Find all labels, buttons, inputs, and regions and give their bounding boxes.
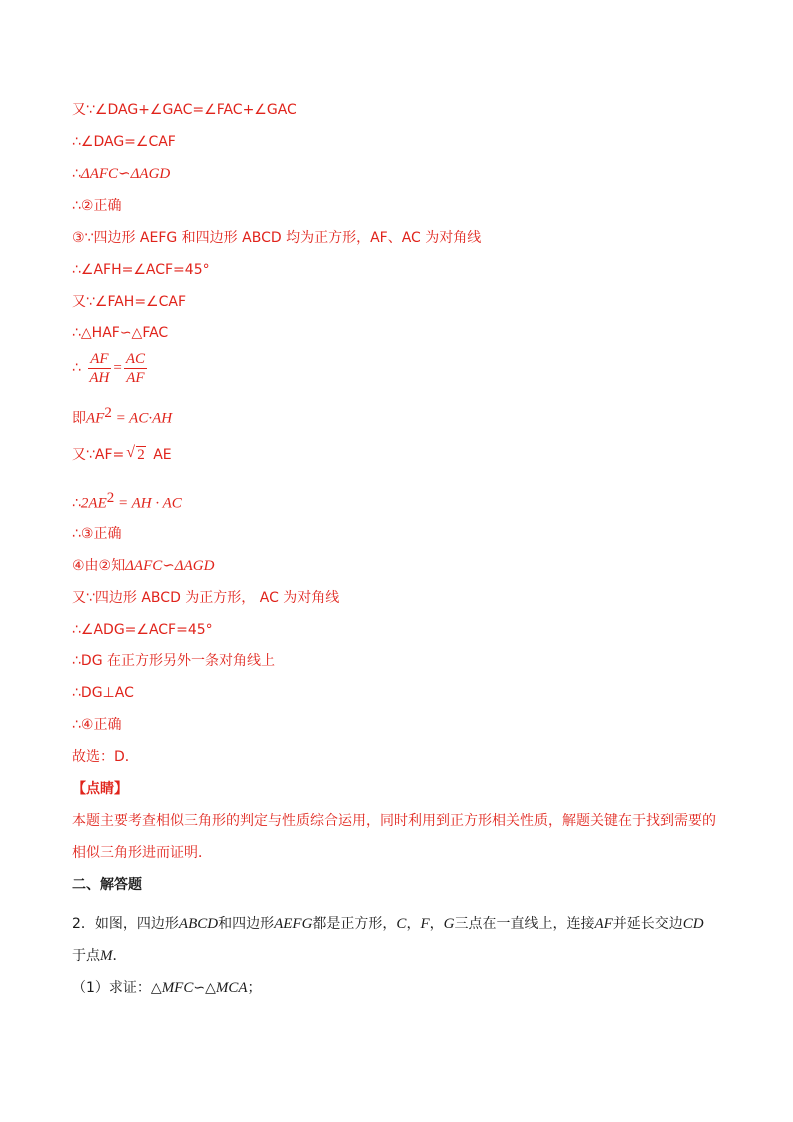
problem-text: ；	[247, 980, 262, 996]
solution-line-12-prefix: ∴	[72, 495, 81, 512]
solution-line-11	[72, 445, 172, 465]
solution-line-2: ∴∠DAG=∠CAF	[72, 134, 176, 150]
math-aefg: AEFG	[274, 916, 313, 932]
fraction-af-ah	[87, 350, 111, 387]
problem-text: ∽△	[193, 980, 216, 996]
solution-line-16: ∴∠ADG=∠ACF=45°	[72, 622, 213, 638]
formula-ac-ah: = AC·AH	[111, 410, 173, 427]
solution-line-7: 又∵∠FAH=∠CAF	[72, 294, 187, 310]
fraction-denominator: AF	[126, 369, 145, 386]
solution-line-11-suffix: AE	[148, 447, 172, 463]
solution-line-15: 又∵四边形 ABCD 为正方形， AC 为对角线	[72, 590, 340, 606]
solution-line-17: ∴DG 在正方形另外一条对角线上	[72, 653, 275, 669]
problem-text: 并延长交边	[612, 916, 683, 932]
solution-line-13: ∴③正确	[72, 526, 122, 542]
math-m: M	[100, 948, 113, 964]
problem-text: ，	[429, 916, 444, 932]
math-af: AF	[594, 916, 613, 932]
solution-line-9-prefix: ∴	[72, 360, 81, 376]
sqrt-symbol	[127, 445, 146, 465]
solution-line-9	[72, 349, 149, 387]
formula-ah-ac: = AH · AC	[114, 495, 182, 512]
problem-part-1	[72, 978, 262, 998]
solution-line-11-prefix: 又∵AF=	[72, 447, 125, 463]
solution-line-3	[72, 164, 170, 184]
problem-text: 于点	[72, 948, 100, 964]
comment-heading: 【点睛】	[72, 781, 128, 797]
problem-line-2	[72, 946, 127, 966]
comment-text-line-2: 相似三角形进而证明．	[72, 845, 212, 861]
solution-line-10	[72, 403, 172, 429]
similarity-formula: ΔAFC∽ΔAGD	[80, 166, 171, 182]
solution-line-18: ∴DG⊥AC	[72, 685, 134, 701]
solution-line-4: ∴②正确	[72, 198, 122, 214]
math-f: F	[420, 916, 430, 932]
solution-line-5: ③∵四边形 AEFG 和四边形 ABCD 均为正方形，AF、AC 为对角线	[72, 230, 482, 246]
solution-line-14	[72, 556, 214, 576]
exponent: 2	[104, 405, 112, 421]
problem-text: ．	[112, 948, 127, 964]
problem-text: 都是正方形，	[312, 916, 397, 932]
problem-text: ，	[406, 916, 421, 932]
solution-line-19: ∴④正确	[72, 717, 122, 733]
fraction-numerator: AC	[125, 350, 146, 367]
comment-text-line-1: 本题主要考查相似三角形的判定与性质综合运用，同时利用到正方形相关性质，解题关键在于找到需要的	[72, 813, 716, 829]
solution-line-1: 又∵∠DAG+∠GAC=∠FAC+∠GAC	[72, 102, 297, 118]
sqrt-radicand: 2	[137, 447, 145, 463]
math-mca: MCA	[215, 980, 248, 996]
math-g: G	[443, 916, 455, 932]
math-abcd: ABCD	[178, 916, 219, 932]
problem-text: 三点在一直线上，连接	[454, 916, 595, 932]
fraction-numerator: AF	[90, 350, 109, 367]
problem-text: （1）求证：△	[72, 980, 162, 996]
math-mfc: MFC	[161, 980, 194, 996]
section-heading: 二、解答题	[72, 877, 142, 893]
formula-af: AF	[86, 410, 105, 427]
equals-sign: =	[113, 360, 122, 376]
solution-line-12	[72, 488, 182, 514]
solution-line-6: ∴∠AFH=∠ACF=45°	[72, 262, 210, 278]
solution-line-10-prefix: 即	[72, 410, 86, 427]
formula-2ae: 2AE	[80, 495, 107, 512]
problem-line-1	[72, 914, 704, 934]
solution-line-3-prefix: ∴	[72, 166, 81, 182]
problem-text: 和四边形	[218, 916, 275, 932]
math-c: C	[396, 916, 407, 932]
problem-text: 2．如图，四边形	[72, 916, 179, 932]
solution-line-14-prefix: ④由②知	[72, 558, 126, 574]
similarity-formula: ΔAFC∽ΔAGD	[125, 558, 215, 574]
math-cd: CD	[682, 916, 704, 932]
fraction-denominator: AH	[89, 369, 110, 386]
fraction-ac-af	[124, 350, 147, 387]
solution-line-8: ∴△HAF∽△FAC	[72, 325, 169, 341]
exponent: 2	[106, 490, 115, 506]
solution-line-20: 故选：D．	[72, 749, 139, 765]
